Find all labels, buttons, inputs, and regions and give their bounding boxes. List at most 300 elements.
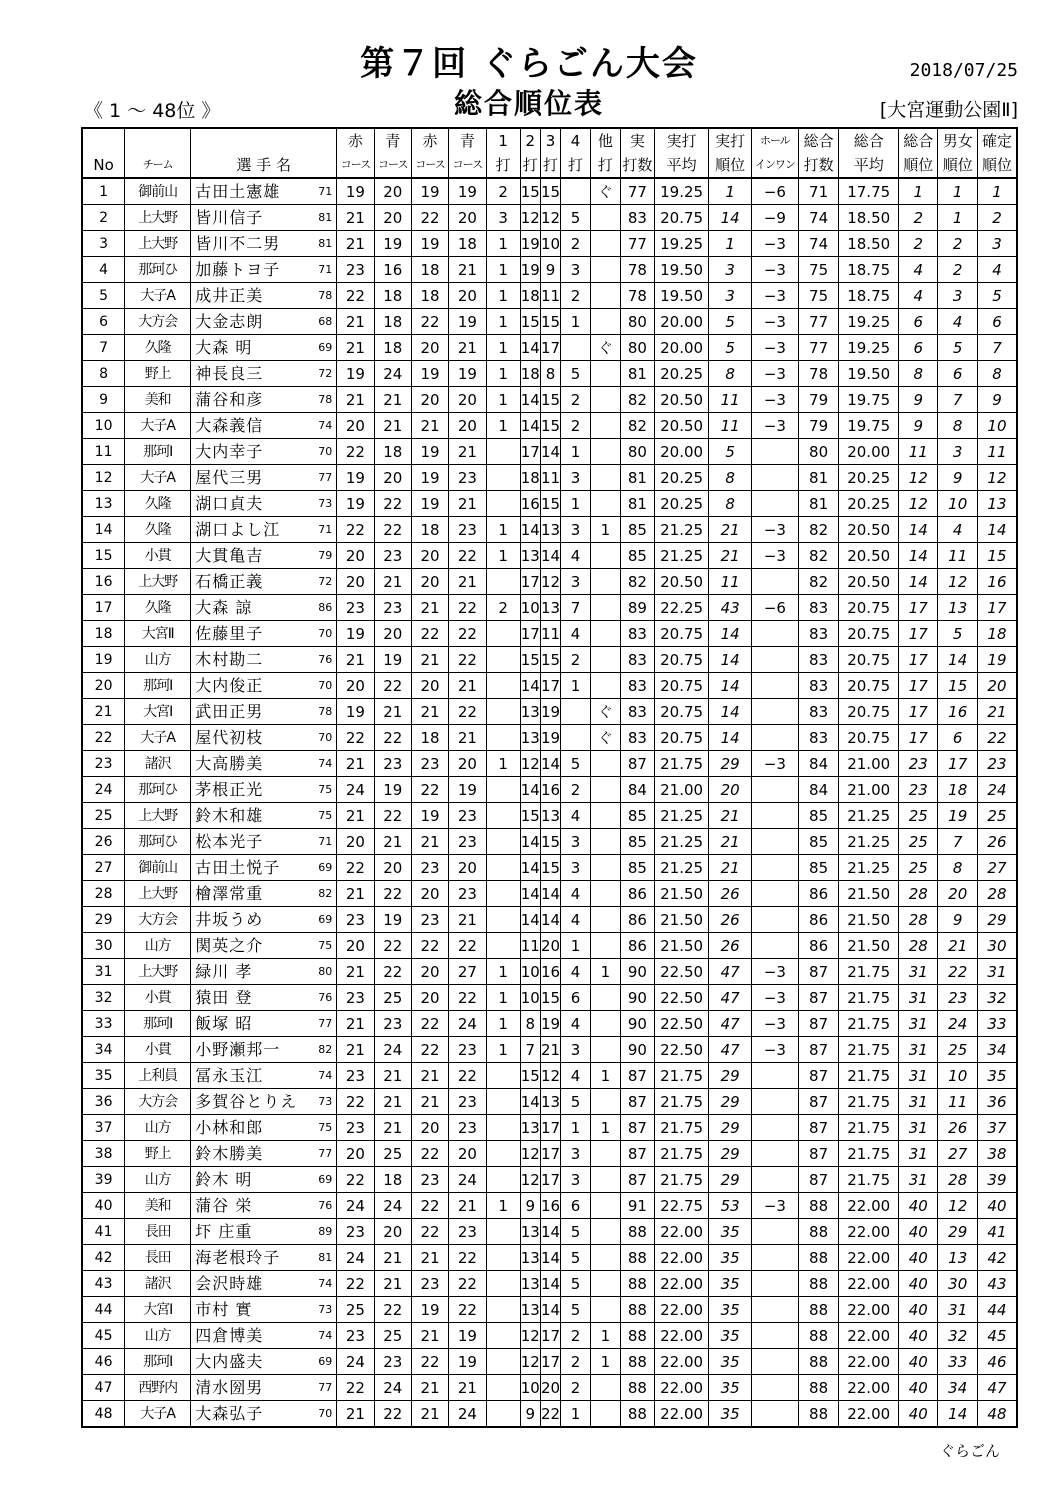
cell-arank: 47 (709, 985, 752, 1011)
cell-other (590, 673, 620, 699)
cell-c1: 22 (337, 439, 374, 465)
player-name: 小野瀬邦一 (195, 1039, 281, 1059)
cell-hio (751, 1297, 798, 1323)
cell-d2: 12 (520, 751, 540, 777)
cell-trank: 40 (899, 1323, 938, 1349)
cell-no: 25 (82, 803, 125, 829)
cell-d4: 2 (561, 1323, 591, 1349)
cell-trank: 31 (899, 959, 938, 985)
cell-c4: 22 (449, 1245, 486, 1271)
player-name: 佐藤里子 (195, 623, 264, 643)
cell-other (590, 257, 620, 283)
col-grank-bot: 順位 (938, 153, 977, 178)
cell-arank: 35 (709, 1323, 752, 1349)
cell-player (191, 985, 337, 1011)
cell-d4: 5 (561, 1089, 591, 1115)
cell-c4: 22 (449, 933, 486, 959)
cell-other (590, 933, 620, 959)
cell-d2: 7 (520, 1037, 540, 1063)
cell-trank: 2 (899, 231, 938, 257)
cell-no: 21 (82, 699, 125, 725)
cell-trank: 14 (899, 543, 938, 569)
cell-avg: 20.25 (654, 491, 708, 517)
player-age: 77 (318, 1381, 333, 1394)
player-age: 75 (318, 783, 333, 796)
player-name: 井坂うめ (195, 909, 264, 929)
cell-c3: 20 (411, 673, 448, 699)
cell-arank: 53 (709, 1193, 752, 1219)
cell-d4: 3 (561, 465, 591, 491)
cell-no: 5 (82, 283, 125, 309)
cell-c3: 23 (411, 907, 448, 933)
cell-frank: 31 (977, 959, 1017, 985)
cell-trank: 9 (899, 413, 938, 439)
cell-d2: 15 (520, 309, 540, 335)
player-name: 皆川不二男 (195, 233, 281, 253)
cell-hio (751, 699, 798, 725)
cell-d2: 13 (520, 1115, 540, 1141)
cell-arank: 35 (709, 1271, 752, 1297)
cell-c3: 21 (411, 1245, 448, 1271)
table-body (82, 178, 1017, 1427)
cell-d3: 15 (540, 855, 560, 881)
cell-actual: 81 (620, 465, 654, 491)
player-name: 四倉博美 (195, 1325, 264, 1345)
cell-trank: 40 (899, 1297, 938, 1323)
cell-c4: 21 (449, 725, 486, 751)
cell-no: 16 (82, 569, 125, 595)
cell-actual: 90 (620, 985, 654, 1011)
player-age: 70 (318, 445, 333, 458)
cell-c2: 24 (374, 1375, 411, 1401)
cell-c3: 19 (411, 361, 448, 387)
cell-avg: 21.50 (654, 907, 708, 933)
cell-grank: 28 (938, 1167, 977, 1193)
col-hio-top: ホール (751, 128, 798, 153)
player-age: 71 (318, 523, 333, 536)
cell-tavg: 20.25 (839, 465, 899, 491)
table-row (82, 1245, 1017, 1271)
cell-c3: 22 (411, 309, 448, 335)
cell-frank: 42 (977, 1245, 1017, 1271)
cell-trank: 17 (899, 621, 938, 647)
cell-avg: 22.50 (654, 959, 708, 985)
cell-c2: 25 (374, 1323, 411, 1349)
player-name: 松本光子 (195, 831, 264, 851)
cell-c2: 16 (374, 257, 411, 283)
cell-d4 (561, 178, 591, 205)
cell-hio: −3 (751, 751, 798, 777)
cell-tavg: 21.00 (839, 751, 899, 777)
cell-c1: 21 (337, 881, 374, 907)
cell-hio (751, 881, 798, 907)
table-row (82, 1323, 1017, 1349)
cell-frank: 19 (977, 647, 1017, 673)
cell-team: 久隆 (125, 595, 191, 621)
cell-c2: 18 (374, 1167, 411, 1193)
cell-player (191, 205, 337, 231)
cell-team: 上大野 (125, 959, 191, 985)
cell-avg: 21.00 (654, 777, 708, 803)
cell-arank: 20 (709, 777, 752, 803)
cell-other (590, 803, 620, 829)
table-row (82, 439, 1017, 465)
table-row (82, 543, 1017, 569)
player-name: 古田土悦子 (195, 857, 281, 877)
cell-hio (751, 907, 798, 933)
cell-total: 78 (798, 361, 839, 387)
cell-avg: 21.75 (654, 1089, 708, 1115)
table-row (82, 881, 1017, 907)
cell-d1 (486, 1271, 520, 1297)
col-no-top (82, 128, 125, 153)
cell-player (191, 595, 337, 621)
cell-d1 (486, 647, 520, 673)
cell-trank: 9 (899, 387, 938, 413)
cell-hio (751, 777, 798, 803)
cell-frank: 39 (977, 1167, 1017, 1193)
cell-team: 久隆 (125, 335, 191, 361)
cell-d4: 6 (561, 1193, 591, 1219)
cell-c2: 23 (374, 1349, 411, 1375)
cell-d1: 3 (486, 205, 520, 231)
cell-no: 6 (82, 309, 125, 335)
cell-arank: 43 (709, 595, 752, 621)
cell-actual: 85 (620, 803, 654, 829)
cell-d3: 15 (540, 178, 560, 205)
cell-d1 (486, 881, 520, 907)
table-row (82, 257, 1017, 283)
cell-arank: 1 (709, 231, 752, 257)
cell-c3: 20 (411, 569, 448, 595)
cell-c1: 22 (337, 1167, 374, 1193)
cell-team: 諸沢 (125, 751, 191, 777)
cell-tavg: 18.75 (839, 257, 899, 283)
player-age: 75 (318, 1121, 333, 1134)
cell-grank: 10 (938, 491, 977, 517)
cell-other: 1 (590, 959, 620, 985)
cell-other (590, 1167, 620, 1193)
table-row (82, 569, 1017, 595)
cell-actual: 78 (620, 283, 654, 309)
cell-d4: 4 (561, 803, 591, 829)
cell-d4: 1 (561, 1401, 591, 1428)
cell-arank: 11 (709, 387, 752, 413)
player-name: 会沢時雄 (195, 1273, 264, 1293)
cell-other (590, 907, 620, 933)
cell-arank: 35 (709, 1245, 752, 1271)
cell-no: 35 (82, 1063, 125, 1089)
cell-c2: 22 (374, 725, 411, 751)
cell-player (191, 1115, 337, 1141)
player-name: 大森 諒 (195, 597, 253, 617)
cell-frank: 8 (977, 361, 1017, 387)
cell-d3: 14 (540, 1297, 560, 1323)
cell-tavg: 19.25 (839, 309, 899, 335)
cell-no: 27 (82, 855, 125, 881)
cell-frank: 43 (977, 1271, 1017, 1297)
cell-team: 那珂Ⅰ (125, 1011, 191, 1037)
player-age: 78 (318, 393, 333, 406)
cell-arank: 14 (709, 205, 752, 231)
cell-frank: 12 (977, 465, 1017, 491)
player-name: 大内幸子 (195, 441, 264, 461)
cell-trank: 25 (899, 855, 938, 881)
cell-actual: 84 (620, 777, 654, 803)
cell-no: 14 (82, 517, 125, 543)
cell-c1: 20 (337, 829, 374, 855)
cell-player (191, 387, 337, 413)
cell-d2: 14 (520, 673, 540, 699)
cell-c4: 22 (449, 1063, 486, 1089)
cell-hio (751, 725, 798, 751)
cell-no: 42 (82, 1245, 125, 1271)
cell-d1 (486, 933, 520, 959)
cell-d4: 2 (561, 387, 591, 413)
cell-c3: 20 (411, 881, 448, 907)
table-row (82, 491, 1017, 517)
cell-c3: 18 (411, 725, 448, 751)
cell-trank: 4 (899, 283, 938, 309)
cell-c4: 22 (449, 985, 486, 1011)
cell-no: 43 (82, 1271, 125, 1297)
cell-d3: 16 (540, 1193, 560, 1219)
cell-team: 上大野 (125, 205, 191, 231)
cell-trank: 23 (899, 777, 938, 803)
cell-tavg: 21.00 (839, 777, 899, 803)
cell-c1: 21 (337, 751, 374, 777)
cell-no: 29 (82, 907, 125, 933)
player-name: 屋代三男 (195, 467, 264, 487)
col-total-top: 総合 (798, 128, 839, 153)
cell-d3: 20 (540, 933, 560, 959)
cell-actual: 83 (620, 673, 654, 699)
cell-arank: 47 (709, 1011, 752, 1037)
cell-trank: 14 (899, 569, 938, 595)
cell-c2: 22 (374, 517, 411, 543)
cell-actual: 89 (620, 595, 654, 621)
cell-d2: 10 (520, 985, 540, 1011)
player-age: 69 (318, 861, 333, 874)
cell-trank: 14 (899, 517, 938, 543)
cell-frank: 21 (977, 699, 1017, 725)
cell-other (590, 1297, 620, 1323)
cell-c2: 18 (374, 309, 411, 335)
cell-d1 (486, 803, 520, 829)
cell-c1: 21 (337, 1401, 374, 1428)
cell-d4: 3 (561, 257, 591, 283)
cell-avg: 19.25 (654, 231, 708, 257)
cell-team: 大子A (125, 1401, 191, 1428)
cell-d4: 1 (561, 1115, 591, 1141)
cell-trank: 17 (899, 699, 938, 725)
cell-player (191, 1089, 337, 1115)
cell-total: 86 (798, 907, 839, 933)
cell-avg: 22.00 (654, 1219, 708, 1245)
cell-d2: 14 (520, 517, 540, 543)
cell-total: 87 (798, 1011, 839, 1037)
cell-c2: 25 (374, 1141, 411, 1167)
col-d4-top: 4 (561, 128, 591, 153)
cell-actual: 87 (620, 751, 654, 777)
cell-arank: 29 (709, 1167, 752, 1193)
cell-d1: 1 (486, 309, 520, 335)
cell-d1 (486, 1115, 520, 1141)
cell-c2: 21 (374, 1245, 411, 1271)
cell-c1: 24 (337, 777, 374, 803)
player-name: 海老根玲子 (195, 1247, 281, 1267)
cell-arank: 21 (709, 803, 752, 829)
cell-actual: 91 (620, 1193, 654, 1219)
cell-frank: 1 (977, 178, 1017, 205)
player-name: 大森義信 (195, 415, 264, 435)
cell-tavg: 18.50 (839, 205, 899, 231)
player-age: 68 (318, 315, 333, 328)
player-name: 古田土憲雄 (195, 181, 281, 201)
cell-c2: 24 (374, 361, 411, 387)
cell-total: 88 (798, 1323, 839, 1349)
player-age: 81 (318, 1251, 333, 1264)
cell-c4: 23 (449, 1037, 486, 1063)
cell-trank: 40 (899, 1245, 938, 1271)
cell-trank: 2 (899, 205, 938, 231)
cell-total: 71 (798, 178, 839, 205)
cell-grank: 5 (938, 621, 977, 647)
table-row (82, 1141, 1017, 1167)
cell-d3: 14 (540, 1271, 560, 1297)
cell-no: 37 (82, 1115, 125, 1141)
cell-d2: 10 (520, 959, 540, 985)
cell-arank: 21 (709, 855, 752, 881)
cell-d2: 8 (520, 1011, 540, 1037)
player-age: 69 (318, 341, 333, 354)
col-c2-top: 青 (374, 128, 411, 153)
cell-hio: −6 (751, 178, 798, 205)
cell-trank: 40 (899, 1271, 938, 1297)
cell-team: 美和 (125, 387, 191, 413)
player-age: 76 (318, 1199, 333, 1212)
cell-player (191, 959, 337, 985)
cell-total: 74 (798, 231, 839, 257)
cell-hio (751, 1063, 798, 1089)
cell-c3: 21 (411, 1323, 448, 1349)
cell-c3: 22 (411, 777, 448, 803)
col-hio-bot: インワン (751, 153, 798, 178)
cell-d4 (561, 725, 591, 751)
cell-d3: 21 (540, 1037, 560, 1063)
cell-d3: 14 (540, 751, 560, 777)
cell-total: 83 (798, 673, 839, 699)
cell-arank: 35 (709, 1349, 752, 1375)
cell-arank: 8 (709, 465, 752, 491)
cell-actual: 87 (620, 1115, 654, 1141)
table-row (82, 1167, 1017, 1193)
table-row (82, 361, 1017, 387)
cell-tavg: 20.75 (839, 673, 899, 699)
cell-total: 85 (798, 803, 839, 829)
cell-team: 大宮Ⅰ (125, 699, 191, 725)
cell-no: 12 (82, 465, 125, 491)
cell-trank: 31 (899, 1063, 938, 1089)
cell-player (191, 725, 337, 751)
cell-hio (751, 1375, 798, 1401)
cell-arank: 21 (709, 543, 752, 569)
cell-d4: 3 (561, 1037, 591, 1063)
cell-total: 80 (798, 439, 839, 465)
cell-c4: 19 (449, 1323, 486, 1349)
cell-actual: 83 (620, 699, 654, 725)
cell-tavg: 21.75 (839, 1011, 899, 1037)
cell-frank: 4 (977, 257, 1017, 283)
cell-d3: 16 (540, 777, 560, 803)
cell-team: 大方会 (125, 309, 191, 335)
cell-total: 88 (798, 1219, 839, 1245)
table-row (82, 1063, 1017, 1089)
cell-avg: 22.50 (654, 1037, 708, 1063)
cell-team: 御前山 (125, 855, 191, 881)
cell-arank: 35 (709, 1375, 752, 1401)
cell-total: 87 (798, 1089, 839, 1115)
cell-d3: 17 (540, 335, 560, 361)
table-row (82, 1375, 1017, 1401)
col-c1-top: 赤 (337, 128, 374, 153)
cell-grank: 32 (938, 1323, 977, 1349)
cell-c3: 20 (411, 1115, 448, 1141)
cell-player (191, 907, 337, 933)
header-row-top (82, 128, 1017, 153)
cell-d2: 19 (520, 257, 540, 283)
cell-grank: 13 (938, 595, 977, 621)
cell-frank: 46 (977, 1349, 1017, 1375)
cell-c2: 21 (374, 829, 411, 855)
player-name: 鈴木勝美 (195, 1143, 264, 1163)
cell-other: ぐ (590, 699, 620, 725)
cell-c4: 21 (449, 1193, 486, 1219)
cell-c1: 19 (337, 361, 374, 387)
cell-other (590, 777, 620, 803)
cell-frank: 36 (977, 1089, 1017, 1115)
cell-d1 (486, 1141, 520, 1167)
cell-frank: 30 (977, 933, 1017, 959)
cell-c1: 21 (337, 1011, 374, 1037)
cell-d4: 6 (561, 985, 591, 1011)
cell-d2: 17 (520, 569, 540, 595)
cell-d1: 1 (486, 751, 520, 777)
cell-tavg: 20.50 (839, 517, 899, 543)
cell-team: 久隆 (125, 517, 191, 543)
table-row (82, 777, 1017, 803)
cell-team: 那珂Ⅰ (125, 673, 191, 699)
cell-d1 (486, 621, 520, 647)
cell-d1 (486, 465, 520, 491)
table-row (82, 517, 1017, 543)
col-d4-bot: 打 (561, 153, 591, 178)
cell-d2: 19 (520, 231, 540, 257)
cell-d2: 12 (520, 1323, 540, 1349)
cell-c2: 24 (374, 1193, 411, 1219)
col-arank-top: 実打 (709, 128, 752, 153)
table-row (82, 1037, 1017, 1063)
cell-c2: 19 (374, 777, 411, 803)
cell-actual: 86 (620, 933, 654, 959)
cell-tavg: 21.25 (839, 855, 899, 881)
table-row (82, 673, 1017, 699)
cell-hio (751, 1219, 798, 1245)
cell-avg: 22.50 (654, 985, 708, 1011)
cell-tavg: 21.75 (839, 985, 899, 1011)
cell-avg: 22.00 (654, 1349, 708, 1375)
cell-c2: 21 (374, 413, 411, 439)
